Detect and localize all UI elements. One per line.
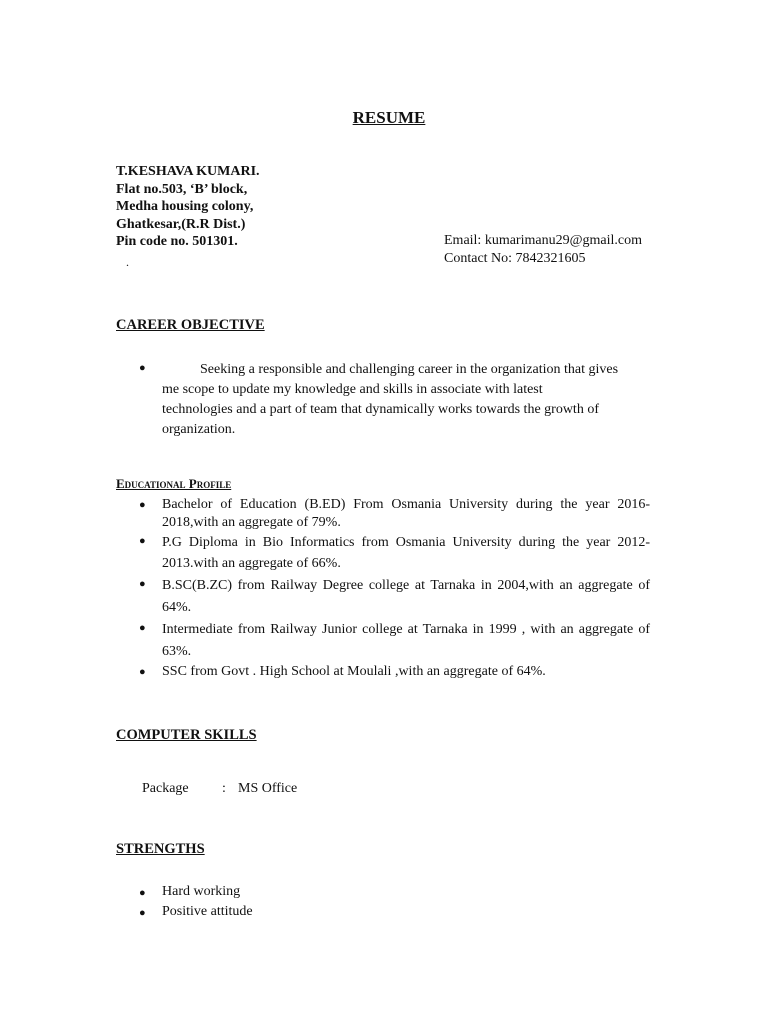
education-list (162, 496, 650, 686)
skill-separator: : (222, 781, 226, 796)
objective-line: me scope to update my knowledge and skills in associate with latest (162, 382, 543, 397)
computer-skills-heading: COMPUTER SKILLS (116, 727, 257, 743)
bullet-icon: ● (139, 578, 146, 590)
resume-title: RESUME (352, 108, 426, 127)
career-objective-text (162, 360, 650, 440)
education-item: Bachelor of Education (B.ED) From Osmania University during the year 2016-2018,with an aggregate of 79%. (162, 497, 650, 530)
stray-dot: . (126, 255, 129, 269)
strength-item: Positive attitude (162, 904, 253, 919)
career-objective-heading: CAREER OBJECTIVE (116, 317, 265, 333)
education-item: P.G Diploma in Bio Informatics from Osmania University during the year 2012-2013.with an aggregate of 66%. (162, 535, 650, 571)
objective-line: technologies and a part of team that dynamically works towards the growth of (162, 402, 599, 417)
education-item: B.SC(B.ZC) from Railway Degree college at Tarnaka in 2004,with an aggregate of 64%. (162, 578, 650, 615)
skill-value: MS Office (238, 781, 298, 796)
education-item: Intermediate from Railway Junior college at Tarnaka in 1999 , with an aggregate of 63%. (162, 622, 650, 659)
address-line-2: Medha housing colony, (116, 199, 254, 214)
education-item: SSC from Govt . High School at Moulali ,with an aggregate of 64%. (162, 664, 546, 679)
address-line-3: Ghatkesar,(R.R Dist.) (116, 216, 246, 232)
strengths-heading: STRENGTHS (116, 841, 205, 857)
address-block (116, 163, 260, 251)
strength-item: Hard working (162, 884, 241, 899)
educational-profile-heading: Educational Profile (116, 476, 232, 491)
address-line-1: Flat no.503, ‘B’ block, (116, 181, 248, 197)
bullet-icon: ● (139, 622, 146, 634)
bullet-icon: ● (139, 362, 146, 374)
bullet-icon: ● (139, 499, 146, 511)
bullet-icon: ● (139, 907, 146, 919)
pin-code: Pin code no. 501301. (116, 234, 238, 249)
bullet-icon: ● (139, 666, 146, 678)
objective-line: Seeking a responsible and challenging career in the organization that gives (200, 362, 619, 377)
phone: Contact No: 7842321605 (444, 250, 586, 266)
objective-line: organization. (162, 422, 236, 437)
email: Email: kumarimanu29@gmail.com (444, 233, 642, 248)
bullet-icon: ● (139, 535, 146, 547)
candidate-name: T.KESHAVA KUMARI. (116, 164, 260, 179)
skill-label: Package (142, 781, 189, 796)
bullet-icon: ● (139, 887, 146, 899)
contact-block (444, 232, 642, 267)
